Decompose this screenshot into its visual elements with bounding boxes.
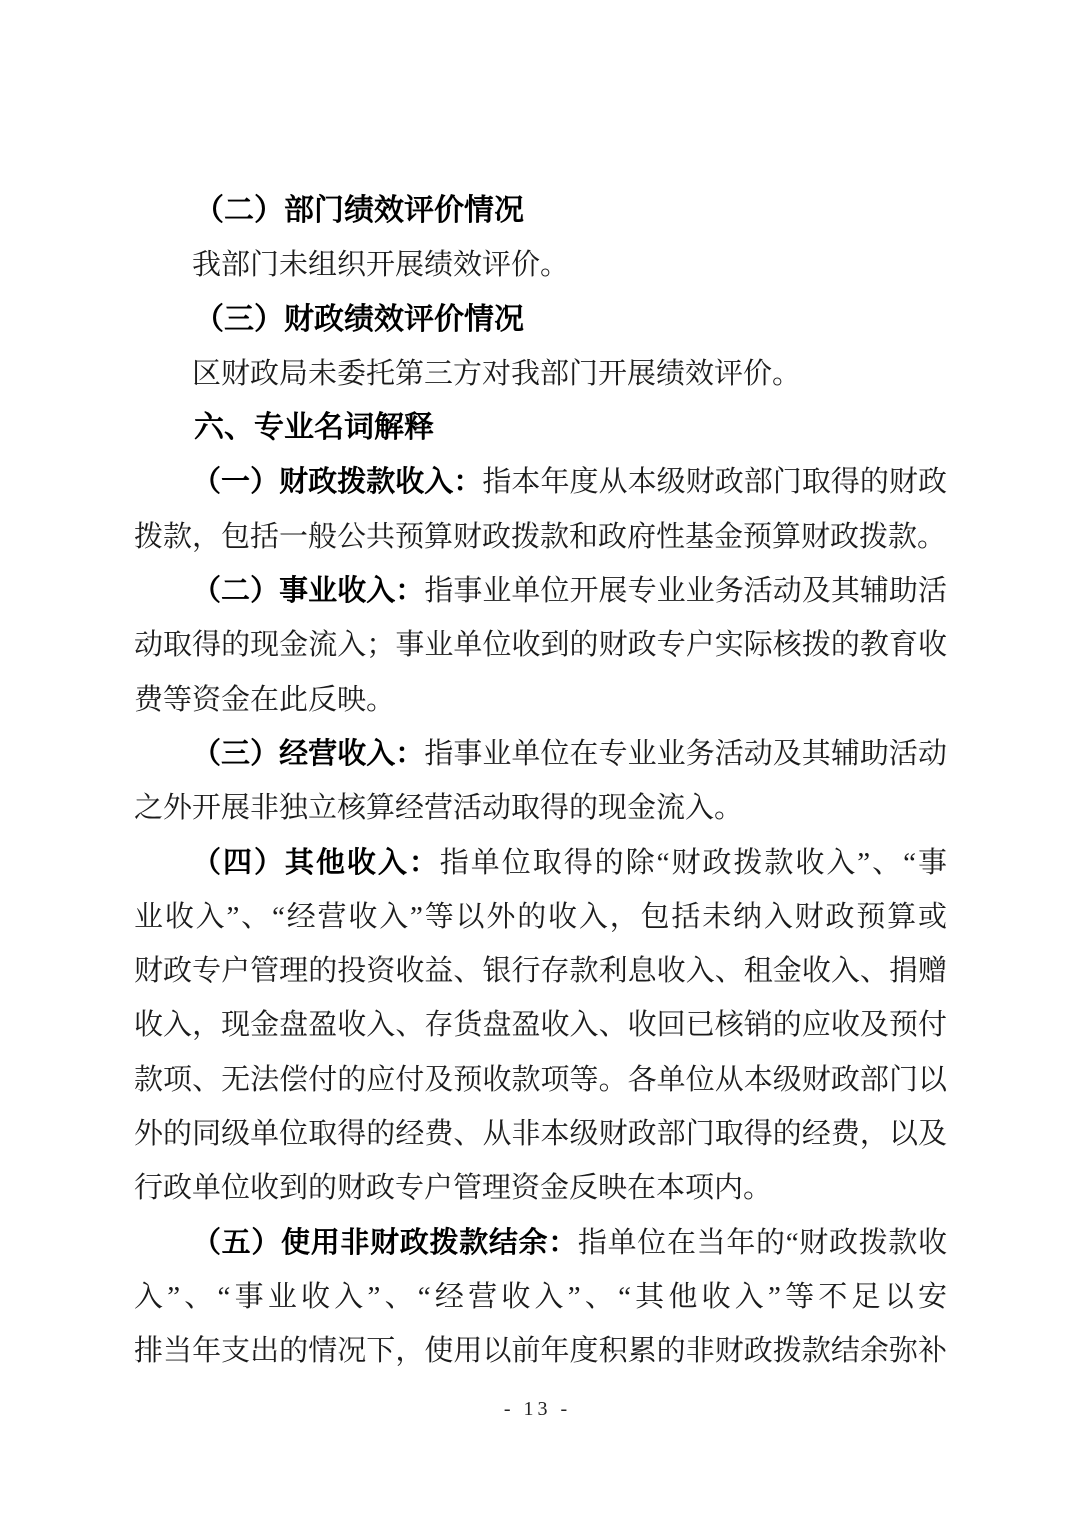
body-text: 指单位在当年的“财政拨款收	[577, 1226, 947, 1259]
glossary-term-non-fiscal-surplus-line-3	[134, 1324, 947, 1378]
body-text: 财政专户管理的投资收益、银行存款利息收入、租金收入、捐赠	[134, 955, 947, 988]
section-heading-dept-evaluation	[134, 184, 947, 238]
term-label: （一）财政拨款收入：	[192, 466, 483, 499]
section-heading-finance-evaluation	[134, 293, 947, 347]
body-text: 动取得的现金流入；事业单位收到的财政专户实际核拨的教育收	[134, 629, 947, 662]
body-text: 指本年度从本级财政部门取得的财政	[482, 466, 947, 499]
glossary-term-other-income-line-5	[134, 1053, 947, 1107]
body-text: 指事业单位开展专业业务活动及其辅助活	[424, 575, 947, 608]
term-label: （三）经营收入：	[192, 737, 425, 770]
glossary-term-non-fiscal-surplus-line-2	[134, 1270, 947, 1324]
body-text: 之外开展非独立核算经营活动取得的现金流入。	[134, 792, 744, 825]
glossary-term-non-fiscal-surplus-line-1	[134, 1216, 947, 1270]
body-text: 行政单位收到的财政专户管理资金反映在本项内。	[134, 1172, 773, 1205]
heading-text: （二）部门绩效评价情况	[194, 194, 524, 227]
glossary-term-fiscal-appropriation-line-1	[134, 455, 947, 509]
glossary-term-operating-income-line-2	[134, 781, 947, 835]
body-text: 我部门未组织开展绩效评价。	[192, 249, 570, 282]
body-text: 业收入”、“经营收入”等以外的收入，包括未纳入财政预算或	[134, 900, 947, 933]
heading-text: 六、专业名词解释	[194, 411, 434, 445]
glossary-term-institutional-income-line-3	[134, 673, 947, 727]
body-text: 拨款，包括一般公共预算财政拨款和政府性基金预算财政拨款。	[134, 520, 947, 553]
page-number: - 13 -	[503, 1398, 572, 1420]
glossary-term-fiscal-appropriation-line-2	[134, 510, 947, 564]
glossary-term-other-income-line-7	[134, 1161, 947, 1215]
body-text: 外的同级单位取得的经费、从非本级财政部门取得的经费，以及	[134, 1118, 947, 1151]
body-text: 收入，现金盘盈收入、存货盘盈收入、收回已核销的应收及预付	[134, 1009, 947, 1042]
section-heading-glossary	[134, 401, 947, 455]
glossary-term-institutional-income-line-2	[134, 618, 947, 672]
glossary-term-other-income-line-6	[134, 1107, 947, 1161]
glossary-term-other-income-line-1	[134, 836, 947, 890]
glossary-term-operating-income-line-1	[134, 727, 947, 781]
glossary-term-other-income-line-4	[134, 998, 947, 1052]
body-text: 指单位取得的除“财政拨款收入”、“事	[439, 846, 947, 879]
body-text: 费等资金在此反映。	[134, 683, 396, 716]
heading-text: （三）财政绩效评价情况	[194, 302, 524, 336]
glossary-term-other-income-line-2	[134, 890, 947, 944]
body-text: 排当年支出的情况下，使用以前年度积累的非财政拨款结余弥补	[134, 1335, 947, 1368]
paragraph-dept-evaluation	[134, 238, 947, 292]
term-label: （四）其他收入：	[192, 846, 440, 879]
term-label: （二）事业收入：	[192, 575, 425, 608]
document-body	[134, 184, 947, 1379]
body-text: 指事业单位在专业业务活动及其辅助活动	[424, 737, 947, 770]
body-text: 入”、“事业收入”、“经营收入”、“其他收入”等不足以安	[134, 1280, 947, 1313]
paragraph-finance-evaluation	[134, 347, 947, 401]
term-label: （五）使用非财政拨款结余：	[192, 1226, 578, 1259]
glossary-term-other-income-line-3	[134, 944, 947, 998]
glossary-term-institutional-income-line-1	[134, 564, 947, 618]
body-text: 款项、无法偿付的应付及预收款项等。各单位从本级财政部门以	[134, 1063, 947, 1096]
body-text: 区财政局未委托第三方对我部门开展绩效评价。	[192, 357, 802, 390]
